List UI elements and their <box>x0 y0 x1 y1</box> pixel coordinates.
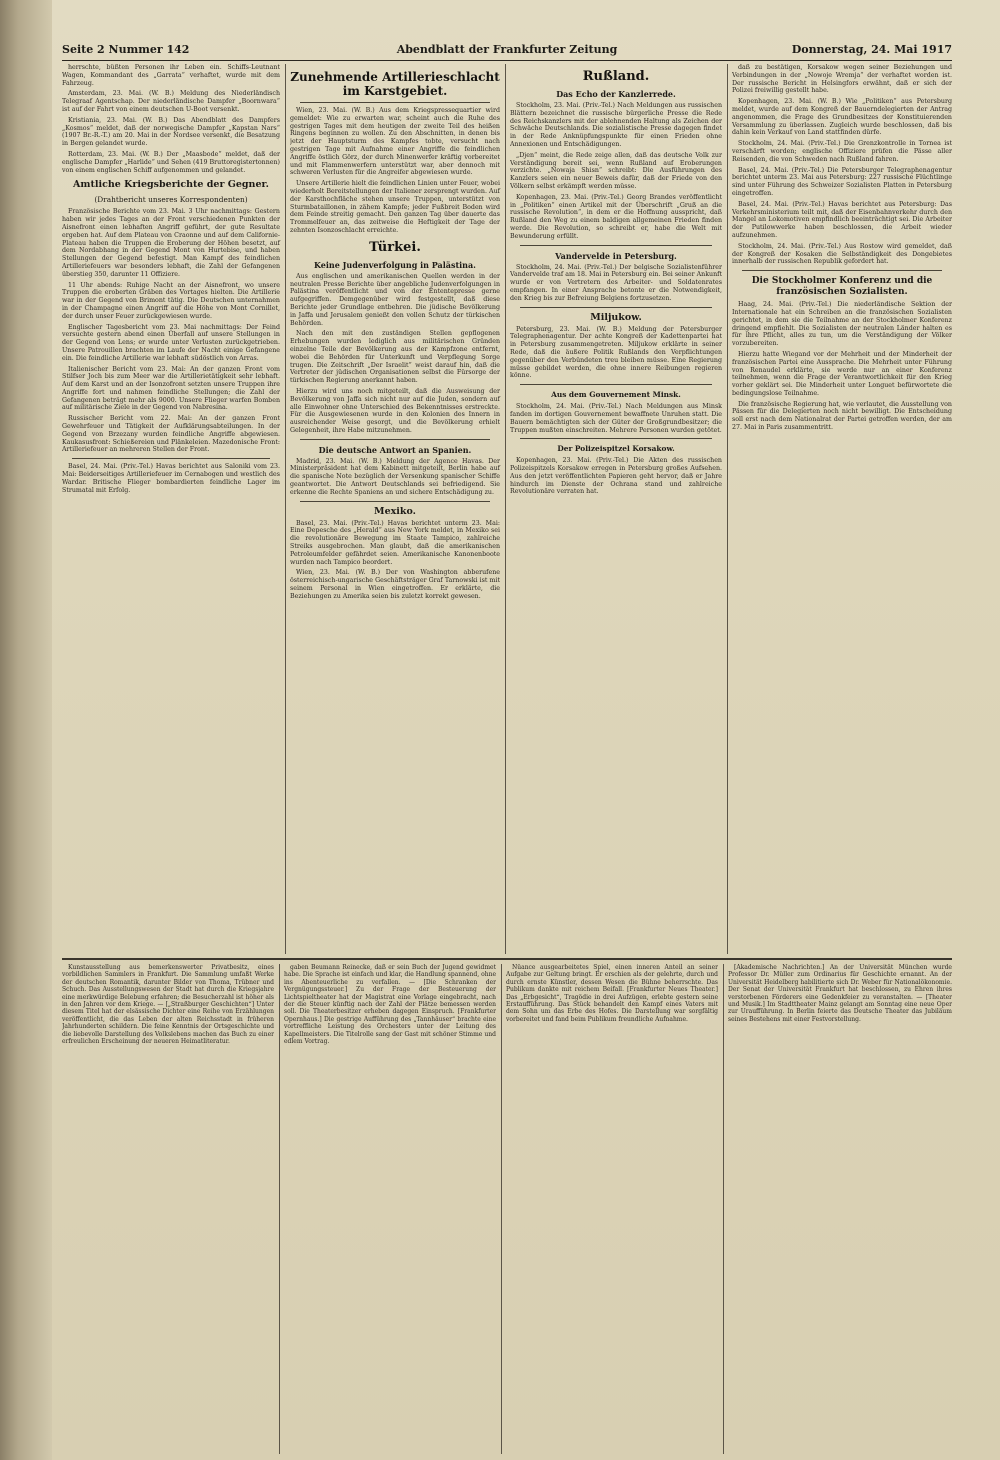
section-subheading: Der Polizeispitzel Korsakow. <box>557 444 675 454</box>
paragraph: Französische Berichte vom 23. Mai. 3 Uhr nachmittags: Gestern haben wir jedes Tages an der Front verschiedenen Punkten der Aisnefront einen lebhaften Angriff geführt, der gute Resultate ergeben hat. Auf dem Plateau von Craonne und auf dem Californie-Plateau haben die Truppen die Eroberung der Höhen besetzt, auf dem Nordabhang in der Gegend Mont von Hurtebise, und haben Stellungen der Gegend befestigt. Man Kampf des feindlichen Artilleriefeuers war besonders lebhaft, die Zahl der Gefangenen überstieg 350, darunter 11 Offiziere. <box>62 208 280 278</box>
divider <box>520 245 712 246</box>
section-subheading: (Drahtbericht unseres Korrespondenten) <box>94 195 248 205</box>
paragraph: Haag, 24. Mai. (Priv.-Tel.) Die niederländische Sektion der Internationale hat ein Schreiben an die französischen Sozialisten gerichtet, in dem sie die Teilnahme an der Stockholmer Konferenz dringend empfiehlt. Die Sozialisten der neutralen Länder halten es für ihre Pflicht, alles zu tun, um die Verständigung der Völker vorzubereiten. <box>732 301 952 348</box>
section-heading: Amtliche Kriegsberichte der Gegner. <box>73 179 269 191</box>
paragraph: Stockholm, 24. Mai. (Priv.-Tel.) Aus Rostow wird gemeldet, daß der Kongreß der Kosaken die Selbständigkeit des Dongebietes innerhalb der russischen Republik gefordert hat. <box>732 242 952 266</box>
paragraph: Unsere Artillerie hielt die feindlichen Linien unter Feuer, wobei wiederholt Bereitstellungen der Italiener zersprengt wurden. Auf der Karsthochfläche stehen unsere Truppen, unterstützt von Sturmbataillonen, in zähem Kampfe; jeder Fußbreit Boden wird dem Feinde streitig gemacht. Den ganzen Tag über dauerte das Trommelfeuer an, das zeitweise die Heftigkeit der Tage der zehnten Isonzoschlacht erreichte. <box>290 180 500 234</box>
paragraph: Madrid, 23. Mai. (W. B.) Meldung der Agence Havas. Der Ministerpräsident hat dem Kabinett mitgeteilt, Berlin habe auf die spanische Note bezüglich der Versenkung spanischer Schiffe geantwortet. Die Antwort Deutschlands sei befriedigend. Sie erkenne die Rechte Spaniens an und sichere Entschädigung zu. <box>290 457 500 496</box>
paragraph: Nüance ausgearbeitetes Spiel, einen inneren Anteil an seiner Aufgabe zur Geltung bringt. Er erschien als der gelehrte, durch und durch ernste Künstler, dessen Wesen die Bühne beherrschte. Das Publikum dankte mit reichem Beifall. [Frankfurter Neues Theater.] Das „Erbgesicht“, Tragödie in drei Aufzügen, erlebte gestern seine Erstaufführung. Das Stück behandelt den Kampf eines Vaters mit dem Sohn um das Erbe des Hofes. Die Darstellung war sorgfältig vorbereitet und fand beim Publikum freundliche Aufnahme. <box>506 964 718 1023</box>
paragraph: Wien, 23. Mai. (W. B.) Der von Washington abberufene österreichisch-ungarische Geschäftsträger Graf Tarnowski ist mit seinem Personal in Wien eingetroffen. Er erklärte, die Beziehungen zu Amerika seien bis zuletzt korrekt gewesen. <box>290 569 500 600</box>
header-masthead: Abendblatt der Frankfurter Zeitung <box>396 43 618 56</box>
paragraph: Basel, 24. Mai. (Priv.-Tel.) Die Petersburger Telegraphenagentur berichtet unterm 23. Mai aus Petersburg: 227 russische Flüchtlinge sind unter Führung des Schweizer Sozialisten Platten in Petersburg eingetroffen. <box>732 166 952 197</box>
divider <box>300 439 490 440</box>
paragraph: gaben Beumann Reinecke, daß er sein Buch der Jugend gewidmet habe. Die Sprache ist einfach und klar, die Handlung spannend, ohne ins Abenteuerliche zu verfallen. — [Die Schranken der Vergnügungssteuer.] Zu der Frage der Besteuerung der Lichtspieltheater hat der Magistrat eine Vorlage eingebracht, nach der die Steuer künftig nach der Zahl der Plätze bemessen werden soll. Die Theaterbesitzer erheben dagegen Einspruch. [Frankfurter Opernhaus.] Die gestrige Aufführung des „Tannhäuser“ brachte eine vortreffliche Leistung des Orchesters unter der Leitung des Kapellmeisters. Die Titelrolle sang der Gast mit schöner Stimme und edlem Vortrag. <box>284 964 496 1046</box>
paragraph: Kopenhagen, 23. Mai. (W. B.) Wie „Politiken“ aus Petersburg meldet, wurde auf dem Kongreß der Bauerndelegierten der Antrag angenommen, die Frage des Grundbesitzes der Konstituierenden Versammlung zu überlassen. Zugleich wurde beschlossen, daß bis dahin kein Verkauf von Land stattfinden dürfe. <box>732 98 952 137</box>
section-subheading: Das Echo der Kanzlerrede. <box>556 89 676 99</box>
paragraph: Basel, 23. Mai. (Priv.-Tel.) Havas berichtet unterm 23. Mai: Eine Depesche des „Herald“ aus New York meldet, in Mexiko sei die revolutionäre Bewegung im Staate Tampico, zahlreiche Streiks ausgebrochen. Man glaubt, daß die amerikanischen Petroleumfelder gefährdet seien. Amerikanische Kanonenboote wurden nach Tampico beordert. <box>290 519 500 566</box>
paragraph: Wien, 23. Mai. (W. B.) Aus dem Kriegspressequartier wird gemeldet: Wie zu erwarten war, scheint auch die Ruhe des gestrigen Tages mit dem heutigen der zweite Teil des heißen Ringens beginnen zu wollen. Zu den Abschnitten, in denen bis jetzt der Hauptsturm des Kampfes tobte, versucht nach gestrigen Tage mit Aufnahme einer Angriffe die feindlichen Angriffe östlich Görz, der durch Minenwerfer kräftig vorbereitet und mit Flammenwerfern unterstützt war, aber dennoch mit schweren Verlusten für die Angreifer abgewiesen wurde. <box>290 107 500 177</box>
paragraph: „Djen“ meint, die Rede zeige allen, daß das deutsche Volk zur Verständigung bereit sei, wenn Rußland auf Eroberungen verzichte. „Nowaja Shisn“ schreibt: Die Ausführungen des Kanzlers seien ein neuer Beweis dafür, daß der Friede von den Völkern selbst erkämpft werden müsse. <box>510 151 722 190</box>
paragraph: Italienischer Bericht vom 23. Mai: An der ganzen Front vom Stilfser Joch bis zum Meer war die Artillerietätigkeit sehr lebhaft. Auf dem Karst und an der Isonzofront setzten unsere Truppen ihre Angriffe fort und nahmen feindliche Stellungen; die Zahl der Gefangenen beträgt mehr als 9000. Unsere Flieger warfen Bomben auf militärische Ziele in der Gegend von Nabresina. <box>62 365 280 412</box>
paragraph: Russischer Bericht vom 22. Mai: An der ganzen Front Gewehrfeuer und Tätigkeit der Aufklärungsabteilungen. In der Gegend von Brzezany wurden feindliche Angriffe abgewiesen. Kaukasusfront: Schießereien und Plänkeleien. Mazedonische Front: Artilleriefeuer an mehreren Stellen der Front. <box>62 415 280 454</box>
divider <box>300 102 490 103</box>
paragraph: Kopenhagen, 23. Mai. (Priv.-Tel.) Die Akten des russischen Polizeispitzels Korsakow erregen in Petersburg großes Aufsehen. Aus den jetzt veröffentlichten Papieren geht hervor, daß er Jahre hindurch im Dienste der Ochrana stand und zahlreiche Revolutionäre verraten hat. <box>510 457 722 496</box>
section-heading: Rußland. <box>582 69 650 84</box>
paragraph: Stockholm, 23. Mai. (Priv.-Tel.) Nach Meldungen aus russischen Blättern bezeichnet die russische bürgerliche Presse die Rede des Reichskanzlers mit der ablehnenden Haltung als Zeichen der Schwäche Deutschlands. Die sozialistische Presse dagegen findet in der Rede Anknüpfungspunkte für einen Frieden ohne Annexionen und Entschädigungen. <box>510 102 722 148</box>
divider <box>72 458 270 459</box>
divider <box>520 307 712 308</box>
column-3 <box>510 64 728 954</box>
divider <box>742 270 942 271</box>
paragraph: Basel, 24. Mai. (Priv.-Tel.) Havas berichtet aus Saloniki vom 23. Mai: Beiderseitiges Artilleriefeuer im Cernabogen und westlich des Wardar. Britische Flieger bombardierten feindliche Lager im Strumatal mit Erfolg. <box>62 463 280 494</box>
paragraph: Kunstausstellung aus bemerkenswerter Privatbesitz, eines vorbildlichen Sammlers in Frankfurt. Die Sammlung umfaßt Werke der deutschen Romantik, darunter Bilder von Thoma, Trübner und Schuch. Das Ausstellungswesen der Stadt hat durch die Kriegsjahre eine merkwürdige Belebung erfahren; die Besucherzahl ist höher als in den Jahren vor dem Kriege. — [„Straßburger Geschichten“] Unter diesem Titel hat der elsässische Dichter eine Reihe von Erzählungen veröffentlicht, die das Leben der alten Reichsstadt in früheren Jahrhunderten schildern. Die feine Kenntnis der Ortsgeschichte und die liebevolle Darstellung des Volkslebens machen das Buch zu einer erfreulichen Erscheinung der neueren Heimatliteratur. <box>62 964 274 1046</box>
paragraph: Petersburg, 23. Mai. (W. B.) Meldung der Petersburger Telegraphenagentur. Der achte Kongreß der Kadettenpartei hat in Petersburg zusammengetreten. Miljukow erklärte in seiner Rede, daß die äußere Politik Rußlands den Verpflichtungen gegenüber den Verbündeten treu bleiben müsse. Eine Regierung müsse gebildet werden, die ohne innere Reibungen regieren könne. <box>510 325 722 380</box>
bottom-column-4 <box>728 964 952 1454</box>
paragraph: Aus englischen und amerikanischen Quellen werden in der neutralen Presse Berichte über angebliche Judenverfolgungen in Palästina veröffentlicht und von der Ententepresse gerne aufgegriffen. Demgegenüber wird festgestellt, daß diese Berichte jeder Grundlage entbehren. Die jüdische Bevölkerung in Jaffa und Jerusalem genießt den vollen Schutz der türkischen Behörden. <box>290 272 500 327</box>
section-heading: Die Stockholmer Konferenz und die französischen Sozialisten. <box>751 276 933 298</box>
section-heading: Türkei. <box>369 239 421 255</box>
bottom-column-2 <box>284 964 502 1454</box>
paragraph: Amsterdam, 23. Mai. (W. B.) Meldung des Niederländisch Telegraaf Agentschap. Der niederländische Dampfer „Boornwara“ ist auf der Fahrt von einem deutschen U-Boot versenkt. <box>62 90 280 113</box>
column-4 <box>732 64 952 954</box>
bottom-column-3 <box>506 964 724 1454</box>
binding-shadow <box>0 0 52 1460</box>
divider <box>300 501 490 502</box>
paragraph: Hierzu wird uns noch mitgeteilt, daß die Ausweisung der Bevölkerung von Jaffa sich nicht nur auf die Juden, sondern auf alle Einwohner ohne Unterschied des Bekenntnisses erstreckte. Für die Ausgewiesenen wurde in den Kolonien des Innern in ausreichender Weise gesorgt, und die Bevölkerung erhielt Gelegenheit, ihre Habe mitzunehmen. <box>290 387 500 434</box>
paragraph: Rotterdam, 23. Mai. (W. B.) Der „Maasbode“ meldet, daß der englische Dampfer „Harlide“ und Sehen (419 Bruttoregistertonnen) von einem englischen Schiff aufgenommen und gelandet. <box>62 150 280 174</box>
bottom-column-1 <box>62 964 280 1454</box>
paragraph: Stockholm, 24. Mai. (Priv.-Tel.) Nach Meldungen aus Minsk fanden im dortigen Gouvernement bewaffnete Unruhen statt. Die Bauern bemächtigten sich der Güter der Großgrundbesitzer; die Truppen mußten einschreiten. Mehrere Personen wurden getötet. <box>510 403 722 434</box>
section-subheading: Vandervelde in Petersburg. <box>555 250 677 261</box>
divider <box>520 438 712 439</box>
paragraph: Die französische Regierung hat, wie verlautet, die Ausstellung von Pässen für die Delegierten noch nicht bewilligt. Die Entscheidung soll erst nach dem Nationalrat der Partei getroffen werden, der am 27. Mai in Paris zusammentritt. <box>732 400 952 432</box>
section-subheading: Die deutsche Antwort an Spanien. <box>318 444 472 455</box>
section-subheading: Keine Judenverfolgung in Palästina. <box>314 259 476 270</box>
paragraph: Englischer Tagesbericht vom 23. Mai nachmittags: Der Feind versuchte gestern abend einen Überfall auf unsere Stellungen in der Gegend von Lens; er wurde unter Verlusten zurückgetrieben. Unsere Patrouillen brachten im Laufe der Nacht einige Gefangene ein. Die feindliche Artillerie war lebhaft südöstlich von Arras. <box>62 323 280 362</box>
paragraph: Nach den mit den zuständigen Stellen gepflogenen Erhebungen wurden lediglich aus militärischen Gründen einzelne Teile der Bevölkerung aus der Kampfzone entfernt, wobei die Behörden für Unterkunft und Verpflegung Sorge trugen. Die Zeitschrift „Der Israelit“ weist darauf hin, daß die Vertreter der jüdischen Organisationen selbst die Fürsorge der türkischen Regierung anerkannt haben. <box>290 330 500 385</box>
divider <box>520 384 712 385</box>
page-header <box>62 40 952 61</box>
header-date: Donnerstag, 24. Mai 1917 <box>791 43 952 56</box>
paragraph: Hierzu hatte Wiegand vor der Mehrheit und der Minderheit der französischen Partei eine Aussprache. Die Mehrheit unter Führung von Renaudel erklärte, sie werde nur an einer Konferenz teilnehmen, wenn die Frage der Verantwortlichkeit für den Krieg vorher geklärt sei. Die Minderheit unter Longuet befürwortete die bedingungslose Teilnahme. <box>732 350 952 397</box>
paragraph: Stockholm, 24. Mai. (Priv.-Tel.) Die Grenzkontrolle in Tornea ist verschärft worden; englische Offiziere prüfen die Pässe aller Reisenden, die von Schweden nach Rußland fahren. <box>732 140 952 163</box>
section-subheading: Aus dem Gouvernement Minsk. <box>551 390 681 400</box>
column-2 <box>290 64 506 954</box>
paragraph: 11 Uhr abends: Ruhige Nacht an der Aisnefront, wo unsere Truppen die eroberten Gräben des Vortages hielten. Die Artillerie war in der Gegend von Brimont tätig. Die Deutschen unternahmen in der Champagne einen Angriff auf die Höhe von Mont Cornillet, der durch unser Feuer zurückgewiesen wurde. <box>62 281 280 320</box>
paragraph: Stockholm, 24. Mai. (Priv.-Tel.) Der belgische Sozialistenführer Vandervelde traf am 18. Mai in Petersburg ein. Bei seiner Ankunft wurde er von Vertretern des Arbeiter- und Soldatenrates empfangen. In einer Ansprache betonte er die Notwendigkeit, den Krieg bis zur Befreiung Belgiens fortzusetzen. <box>510 263 722 302</box>
paragraph: daß zu bestätigen, Korsakow wegen seiner Beziehungen und Verbindungen in der „Nowoje Wremja“ der verhaftet worden ist. Der russische Bericht in Helsingfors erwähnt, daß er sich der Polizei freiwillig gestellt habe. <box>732 64 952 95</box>
paragraph: herrschte, büßten Personen ihr Leben ein. Schiffs-Leutnant Wagen, Kommandant des „Garrata“ verhaftet, wurde mit dem Fahrzeug. <box>62 64 280 87</box>
paragraph: Kopenhagen, 23. Mai. (Priv.-Tel.) Georg Brandes veröffentlicht in „Politiken“ einen Artikel mit der Überschrift „Gruß an die russische Revolution“, in dem er die Hoffnung ausspricht, daß Rußland den Weg zu einem baldigen allgemeinen Frieden finden werde. Die Revolution, so schreibt er, habe die Welt mit Bewunderung erfüllt. <box>510 193 722 240</box>
paragraph: Kristiania, 23. Mai. (W. B.) Das Abendblatt des Dampfers „Kosmos“ meldet, daß der norwegische Dampfer „Kapstan Nars“ (1907 Br.-R.-T.) am 20. Mai in der Nordsee versenkt, die Besatzung in Bergen gelandet wurde. <box>62 116 280 148</box>
feuilleton-divider <box>62 958 952 960</box>
paragraph: Basel, 24. Mai. (Priv.-Tel.) Havas berichtet aus Petersburg: Das Verkehrsministerium teilt mit, daß der Eisenbahnverkehr durch den Mangel an Lokomotiven empfindlich beeinträchtigt sei. Die Arbeiter der Putilowwerke haben beschlossen, die Arbeit wieder aufzunehmen. <box>732 200 952 239</box>
paragraph: [Akademische Nachrichten.] An der Universität München wurde Professor Dr. Müller zum Ordinarius für Geschichte ernannt. An der Universität Heidelberg habilitierte sich Dr. Weber für Nationalökonomie. Der Senat der Universität Frankfurt hat beschlossen, zu Ehren ihres verstorbenen Förderers eine Gedenkfeier zu veranstalten. — [Theater und Musik.] Im Stadttheater Mainz gelangt am Sonntag eine neue Oper zur Uraufführung. In Berlin feierte das Deutsche Theater das Jubiläum seines Bestehens mit einer Festvorstellung. <box>728 964 952 1023</box>
section-subheading: Mexiko. <box>374 505 416 517</box>
article-headline: Zunehmende Artillerieschlacht im Karstgebiet. <box>290 70 500 98</box>
section-subheading: Miljukow. <box>590 311 642 323</box>
column-1 <box>62 64 286 954</box>
header-page-number: Seite 2 Nummer 142 <box>62 43 190 56</box>
